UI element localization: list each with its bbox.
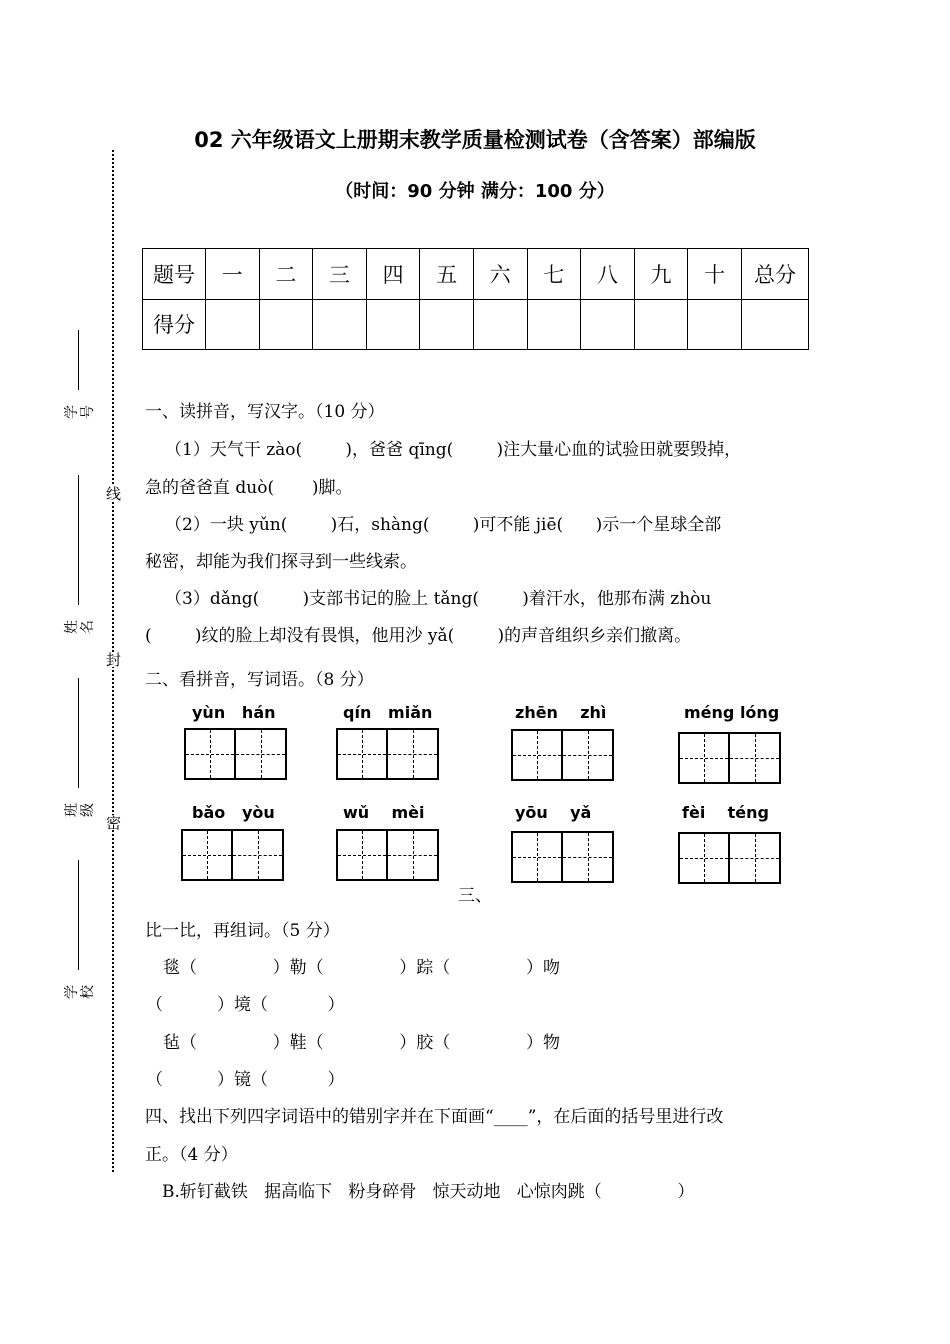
grid-cell[interactable]: [730, 832, 781, 884]
school-line: [78, 860, 79, 970]
section1-line-2: 急的爸爸直 duò( )脚。: [145, 478, 353, 498]
score-header-cell: 二: [259, 249, 313, 300]
score-input-cell[interactable]: [473, 299, 527, 350]
pinyin-label: qín miǎn: [343, 703, 433, 722]
class-line: [78, 678, 79, 788]
pinyin-label: bǎo yòu: [192, 803, 275, 822]
pinyin-label: wǔ mèi: [343, 803, 425, 822]
section4-item-b: B.斩钉截铁 据高临下 粉身碎骨 惊天动地 心惊肉跳（ ）: [162, 1182, 695, 1202]
section1-line-3: （2）一块 yǔn( )石，shàng( )可不能 jiē( )示一个星球全部: [165, 515, 722, 535]
pinyin-label: méng lóng: [684, 703, 780, 722]
writing-grid[interactable]: [678, 732, 781, 784]
score-input-cell[interactable]: [742, 299, 809, 350]
score-table: [142, 248, 809, 350]
score-header-cell: 一: [206, 249, 260, 300]
writing-grid[interactable]: [181, 829, 284, 881]
score-header-cell: 七: [527, 249, 581, 300]
student-name-line: [78, 475, 79, 605]
grid-cell[interactable]: [233, 829, 284, 881]
grid-cell[interactable]: [236, 728, 287, 780]
class-label: 班级: [64, 803, 96, 817]
section4-heading-line-1: 四、找出下列四字词语中的错别字并在下面画“____”，在后面的括号里进行改: [145, 1107, 724, 1127]
section1-line-1: （1）天气干 zào( )，爸爸 qīng( )注大量心血的试验田就要毁掉，: [165, 440, 742, 460]
binding-char-feng: 封: [104, 652, 122, 667]
grid-cell[interactable]: [511, 831, 563, 883]
score-header-cell: 四: [366, 249, 420, 300]
grid-cell[interactable]: [678, 732, 730, 784]
grid-cell[interactable]: [678, 832, 730, 884]
score-input-cell[interactable]: [581, 299, 635, 350]
score-input-cell[interactable]: [688, 299, 742, 350]
score-header-cell: 六: [473, 249, 527, 300]
grid-cell[interactable]: [511, 729, 563, 781]
score-header-cell: 三: [313, 249, 367, 300]
pinyin-label: yōu yǎ: [515, 803, 592, 822]
page-subtitle: （时间：90 分钟 满分：100 分）: [335, 181, 615, 202]
score-header-cell: 五: [420, 249, 474, 300]
section1-line-4: 秘密，却能为我们探寻到一些线索。: [145, 552, 417, 572]
pinyin-label: yùn hán: [192, 703, 276, 722]
grid-cell[interactable]: [388, 829, 439, 881]
writing-grid[interactable]: [678, 832, 781, 884]
section3-line-3: 毡（ ）鞋（ ）胶（ ）物: [163, 1033, 560, 1053]
page-title: 02 六年级语文上册期末教学质量检测试卷（含答案）部编版: [194, 128, 756, 152]
section3-number: 三、: [458, 886, 492, 906]
score-header-cell: 九: [634, 249, 688, 300]
writing-grid[interactable]: [336, 728, 439, 780]
grid-cell[interactable]: [388, 728, 439, 780]
grid-cell[interactable]: [336, 728, 388, 780]
score-header-total: 总分: [742, 249, 809, 300]
score-input-cell[interactable]: [420, 299, 474, 350]
writing-grid[interactable]: [511, 729, 614, 781]
writing-grid[interactable]: [336, 829, 439, 881]
writing-grid[interactable]: [511, 831, 614, 883]
score-input-cell[interactable]: [366, 299, 420, 350]
score-table-score-row: [143, 299, 809, 350]
pinyin-label: fèi téng: [682, 803, 769, 822]
section1-line-6: ( )纹的脸上却没有畏惧，他用沙 yǎ( )的声音组织乡亲们撤离。: [145, 626, 692, 646]
section1-line-5: （3）dǎng( )支部书记的脸上 tǎng( )着汗水，他那布满 zhòu: [165, 589, 712, 609]
grid-cell[interactable]: [181, 829, 233, 881]
binding-char-mi: 密: [104, 815, 122, 830]
grid-cell[interactable]: [336, 829, 388, 881]
section4-heading-line-2: 正。（4 分）: [145, 1145, 238, 1165]
section1-heading: 一、读拼音，写汉字。（10 分）: [145, 402, 385, 422]
score-cell-label: 题号: [143, 249, 206, 300]
section3-heading: 比一比，再组词。（5 分）: [145, 921, 340, 941]
student-id-label: 学号: [64, 405, 96, 419]
binding-char-xian: 线: [104, 486, 122, 501]
section3-line-1: 毯（ ）勒（ ）踪（ ）吻: [163, 958, 560, 978]
section2-heading: 二、看拼音，写词语。（8 分）: [145, 670, 374, 690]
score-input-cell[interactable]: [634, 299, 688, 350]
score-header-cell: 十: [688, 249, 742, 300]
writing-grid[interactable]: [184, 728, 287, 780]
score-input-cell[interactable]: [313, 299, 367, 350]
grid-cell[interactable]: [563, 729, 614, 781]
student-name-label: 姓名: [64, 620, 96, 634]
section3-line-4: （ ）镜（ ）: [146, 1070, 345, 1090]
school-label: 学校: [64, 985, 96, 999]
grid-cell[interactable]: [563, 831, 614, 883]
grid-cell[interactable]: [184, 728, 236, 780]
score-input-cell[interactable]: [527, 299, 581, 350]
grid-cell[interactable]: [730, 732, 781, 784]
score-row-label: 得分: [143, 299, 206, 350]
section3-line-2: （ ）境（ ）: [146, 995, 345, 1015]
student-id-line: [78, 330, 79, 390]
score-input-cell[interactable]: [206, 299, 260, 350]
score-input-cell[interactable]: [259, 299, 313, 350]
score-table-header-row: [143, 249, 809, 300]
pinyin-label: zhēn zhì: [515, 703, 607, 722]
score-header-cell: 八: [581, 249, 635, 300]
